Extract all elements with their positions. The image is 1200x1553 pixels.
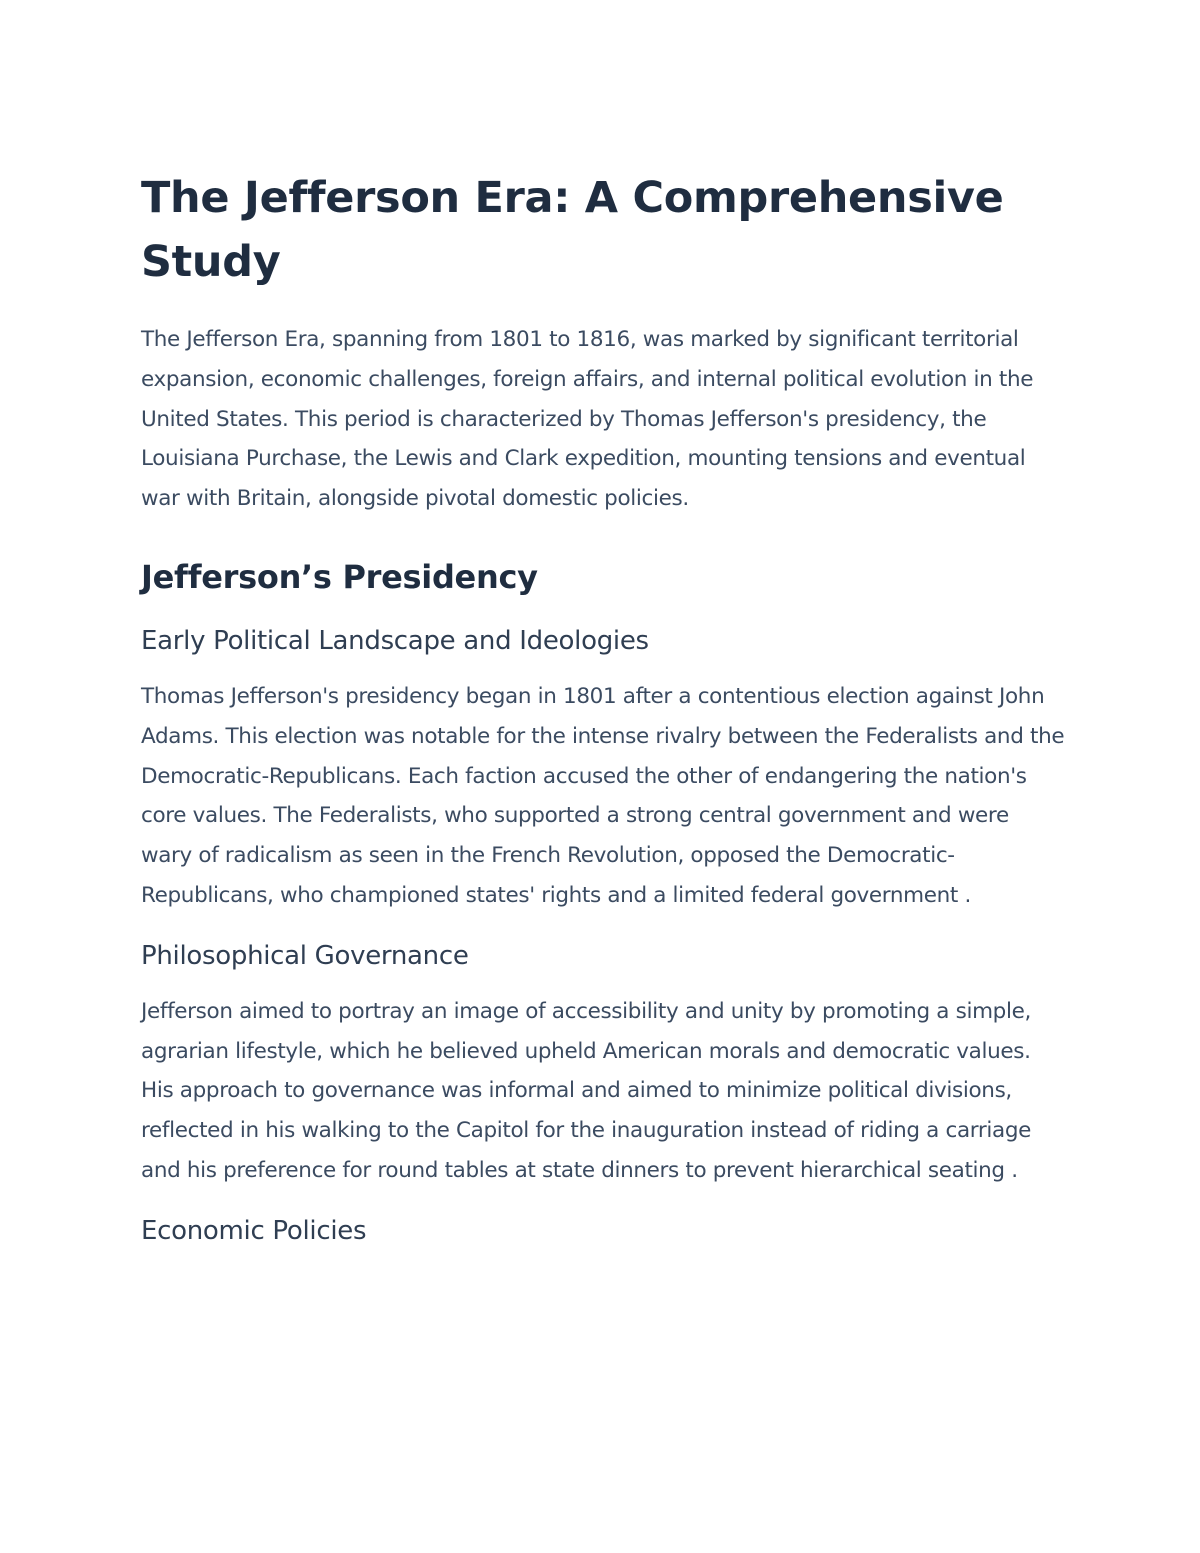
document-page xyxy=(141,166,1066,1249)
section-heading-jeffersons-presidency: Jefferson’s Presidency xyxy=(141,557,538,596)
subsection-heading-early-political-landscape: Early Political Landscape and Ideologies xyxy=(141,625,649,656)
intro-paragraph: The Jefferson Era, spanning from 1801 to 1816, was marked by significant territorial expansion, economic challenges, foreign affairs, and internal political evolution in the United States. This period is characterized by Thomas Jefferson's presidency, the Louisiana Purchase, the Lewis and Clark expedition, mounting tensions and eventual war with Britain, alongside pivotal domestic policies. xyxy=(141,327,1034,512)
subsection-heading-economic-policies: Economic Policies xyxy=(141,1215,367,1246)
subsection-body-philosophical-governance: Jefferson aimed to portray an image of accessibility and unity by promoting a simple, agrarian lifestyle, which he believed upheld American morals and democratic values. His approach to governance was informal and aimed to minimize political divisions, reflected in his walking to the Capitol for the inauguration instead of riding a carriage and his preference for round tables at state dinners to prevent hierarchical seating . xyxy=(141,998,1032,1183)
subsection-heading-philosophical-governance: Philosophical Governance xyxy=(141,940,469,971)
subsection-body-early-political-landscape: Thomas Jefferson's presidency began in 1801 after a contentious election against John Adams. This election was notable for the intense rivalry between the Federalists and the Democratic-Republicans. Each faction accused the other of endangering the nation's core values. The Federalists, who supported a strong central government and were wary of radicalism as seen in the French Revolution, opposed the Democratic-Republicans, who championed states' rights and a limited federal government . xyxy=(141,683,1065,908)
document-title: The Jefferson Era: A Comprehensive Study xyxy=(141,173,1004,287)
